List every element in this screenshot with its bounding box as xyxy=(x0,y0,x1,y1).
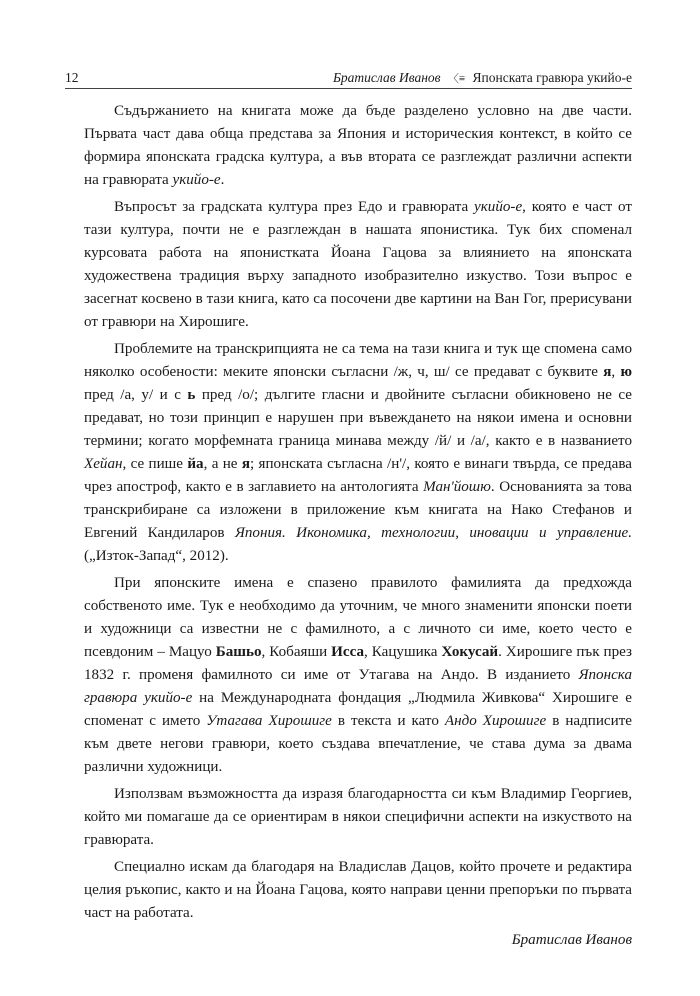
italic-term: укийо-е xyxy=(474,199,523,215)
text-run: , а не xyxy=(203,456,242,472)
text-run: , се пише xyxy=(122,456,188,472)
text-run: („Изток-Запад“, 2012). xyxy=(84,548,229,564)
text-run: Съдържанието на книгата може да бъде разделено условно на две части. Първата част дава обща представа за Япония и историческия контекст, в който се формира японската градска култура, а във втората се разглеждат различни аспекти на гравюрата xyxy=(84,103,632,188)
bold-letter: я xyxy=(241,456,250,472)
text-run: ; японската съгласна /н'/, която е винаги твърда, се предава чрез апостроф, както е в заглавието на антологията xyxy=(84,456,632,495)
text-run: . Хирошиге пък през 1832 г. променя фамилното си име от Утагава на Андо. В изданието xyxy=(84,644,632,683)
paragraph-edo-culture xyxy=(84,196,632,334)
text-run: пред /о/; дългите гласни и двойните съгласни обикновено не се предават, но този принцип е нарушен при въвеждането на някои имена и основни термини; когато морфемната граница минава между /й/ и /а/, както е в названието xyxy=(84,387,632,449)
running-head-text xyxy=(333,70,632,86)
body-text xyxy=(84,100,632,952)
text-run: на Международната фондация „Людмила Живкова“ Хирошиге е споменат с името xyxy=(84,690,632,729)
paragraph-names xyxy=(84,572,632,779)
bold-name: Башьо xyxy=(215,644,262,660)
text-run: Използвам възможността да изразя благодарността си към Владимир Георгиев, който ми помагаше да се ориентирам в някои специфични аспекти на изкуството на гравюрата. xyxy=(84,786,632,848)
italic-term: Хейан xyxy=(84,456,123,472)
text-run: . xyxy=(220,172,225,188)
author-signature: Братислав Иванов xyxy=(511,932,632,948)
bold-letter: я xyxy=(603,364,612,380)
italic-book-title: Япония. Икономика, технологии, иновации и управление. xyxy=(234,525,633,541)
paragraph-contents xyxy=(84,100,632,192)
running-header xyxy=(65,68,632,89)
text-run: Проблемите на транскрипцията не са тема на тази книга и тук ще спомена само няколко особености: меките японски съгласни /ж, ч, ш/ се предават с буквите xyxy=(84,341,632,380)
paragraph-thanks-georgiev xyxy=(84,783,632,852)
bold-letter: ю xyxy=(620,364,633,380)
italic-term: Ман'йошю xyxy=(423,479,491,495)
bold-letter: ь xyxy=(187,387,196,403)
header-author: Братислав Иванов xyxy=(332,70,441,85)
text-run: , Кацушика xyxy=(364,644,442,660)
italic-name: Андо Хирошиге xyxy=(444,713,547,729)
text-run: . Основанията за това транскрибиране са изложени в приложение към книгата на Нако Стефанов и Евгений Кандиларов xyxy=(84,479,632,541)
text-run: Въпросът за градската култура през Едо и гравюрата xyxy=(114,199,475,215)
text-run: в надписите към двете негови гравюри, което създава впечатление, че става дума за двама различни художници. xyxy=(84,713,633,775)
page-number: 12 xyxy=(65,70,79,85)
bold-name: Исса xyxy=(331,644,365,660)
italic-term: укийо-е xyxy=(172,172,221,188)
paragraph-transcription xyxy=(84,338,632,568)
text-run: Специално искам да благодаря на Владислав Дацов, който прочете и редактира целия ръкопис, както и на Йоана Гацова, която направи ценни препоръки по първата част на работата. xyxy=(84,859,632,921)
text-run: , която е част от тази култура, почти не е разглеждан в нашата японистика. Тук бих споменал курсовата работа на японистката Йоана Гацова за влиянието на японската художествена традиция върху западното изобразително изкуство. Този въпрос е засегнат косвено в тази книга, като са посочени две картини на Ван Гог, прерисувани от гравюри на Хирошиге. xyxy=(84,199,632,330)
text-run: При японските имена е спазено правилото фамилията да предхожда собственото име. Тук е необходимо да уточним, че много знаменити японски поети и художници са известни не с фамилното, а с личното си име, което често е псевдоним – Мацуо xyxy=(84,575,632,660)
bold-letter: йа xyxy=(187,456,204,472)
header-book-title: Японската гравюра укийо-е xyxy=(472,70,632,85)
header-separator-icon: 〈≡ xyxy=(447,73,466,85)
text-run: в текста и като xyxy=(331,713,445,729)
bold-name: Хокусай xyxy=(441,644,499,660)
italic-book-title: Японска гравюра укийо-е xyxy=(84,667,632,706)
paragraph-thanks-datsov xyxy=(84,856,632,925)
text-run: , xyxy=(611,364,621,380)
italic-name: Утагава Хирошиге xyxy=(206,713,332,729)
text-run: пред /а, у/ и с xyxy=(84,387,188,403)
text-run: , Кобаяши xyxy=(261,644,332,660)
